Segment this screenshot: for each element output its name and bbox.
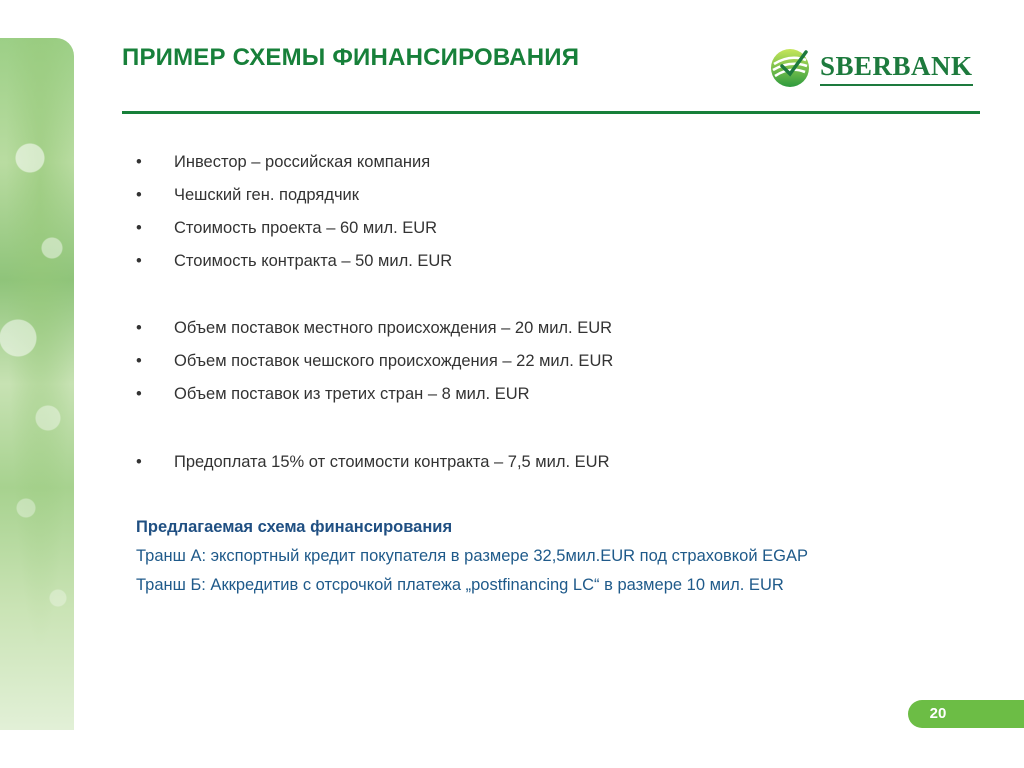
slide-title: ПРИМЕР СХЕМЫ ФИНАНСИРОВАНИЯ: [122, 44, 580, 71]
tranche-b-line: Транш Б: Аккредитив с отсрочкой платежа „postfinancing LC“ в размере 10 мил. EUR: [136, 576, 784, 594]
tranche-a-line: Транш А: экспортный кредит покупателя в размере 32,5мил.EUR под страховкой EGAP: [136, 547, 809, 565]
bullet-marker: •: [136, 453, 142, 471]
bullet-marker: •: [136, 186, 142, 204]
sberbank-logo: [768, 44, 973, 88]
logo-wordmark: SBERBANK: [820, 53, 973, 80]
page-number: 20: [929, 705, 947, 722]
bullet-marker: •: [136, 219, 142, 237]
bullet-marker: •: [136, 153, 142, 171]
bullet-marker: •: [136, 385, 142, 403]
title-divider: [122, 111, 980, 114]
bullet-marker: •: [136, 319, 142, 337]
financing-proposal: [136, 518, 808, 595]
proposal-heading: Предлагаемая схема финансирования: [136, 518, 453, 536]
page-number-badge: [908, 700, 1024, 728]
sberbank-logo-icon: [768, 44, 812, 88]
bullet-marker: •: [136, 352, 142, 370]
decorative-side-panel: [0, 38, 74, 730]
bullet-marker: •: [136, 252, 142, 270]
